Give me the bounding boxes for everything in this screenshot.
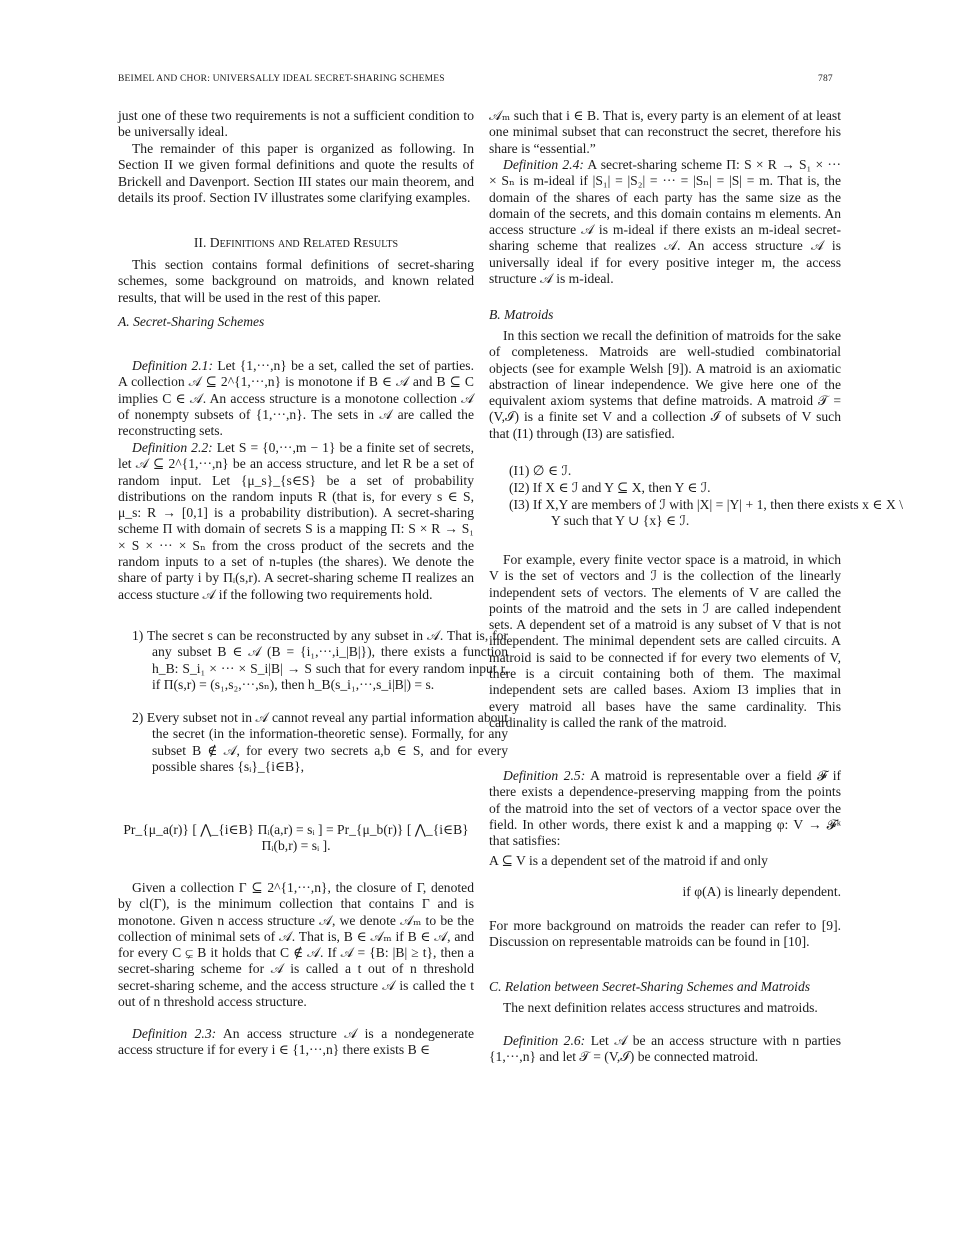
section-heading: II. Definitions and Related Results (193, 235, 399, 250)
definition-label: Definition 2.2: (132, 440, 213, 455)
axiom-i1: (I1) ∅ ∈ ℐ. (509, 463, 572, 478)
paragraph-closure: Given a collection Γ ⊆ 2^{1,···,n}, the closure of Γ, denoted by cl(Γ), is the minimum collection that contains Γ and is monotone. Given n access structure 𝒜, we denote 𝒜ₘ to be the collection of minimal sets of 𝒜. That is, B ∈ 𝒜ₘ if B ∈ 𝒜, and for every C ⊊ B it holds that C ∉ 𝒜. If 𝒜 = {B: |B| ≥ t}, then a secret-sharing scheme for 𝒜 is called a t out of n threshold secret-sharing scheme, and the access structure 𝒜 is called the t out of n threshold access structure. (118, 880, 474, 1010)
paragraph-more-background: For more background on matroids the reader can refer to [9]. Discussion on representable matroids can be found in [10]. (489, 918, 841, 950)
equation-rhs: Pr_{μ_b(r)} [ ⋀_{i∈B} Πᵢ(b,r) = sᵢ ]. (261, 822, 469, 854)
definition-text: A matroid is representable over a field 𝓕 if there exists a dependence-preserving mapping from the points of the matroid into the set of vectors of a vector space over the field. In other words, there exist k and a mapping φ: V → 𝓕ᵏ that satisfies: (489, 768, 842, 849)
definition-label: Definition 2.5: (503, 768, 586, 783)
definition-2-3 (118, 1026, 474, 1059)
running-title: BEIMEL AND CHOR: UNIVERSALLY IDEAL SECRET-SHARING SCHEMES (118, 74, 445, 84)
paragraph-section-intro: This section contains formal definitions of secret-sharing schemes, some background on matroids, and known related results, that will be used in the rest of this paper. (118, 257, 474, 305)
subsection-heading-a: A. Secret-Sharing Schemes (118, 314, 265, 329)
definition-2-5 (489, 768, 841, 849)
condition-line-2: if φ(A) is linearly dependent. (682, 884, 841, 899)
subsection-heading-b: B. Matroids (489, 307, 554, 322)
definition-2-2 (118, 440, 474, 603)
privacy-equation (118, 822, 474, 855)
paragraph-next-definition: The next definition relates access structures and matroids. (503, 1000, 818, 1015)
paragraph-continuation-right: 𝒜ₘ such that i ∈ B. That is, every party is an element of at least one minimal subset that can reconstruct the secret, therefore his share is “essential.” (489, 108, 841, 156)
condition-line-1: A ⊆ V is a dependent set of the matroid if and only (489, 853, 768, 868)
definition-text: Let S = {0,···,m − 1} be a finite set of secrets, let 𝒜 ⊆ 2^{1,···,n} be an access structure, and let R be a set of random input. Let {μ_s}_{s∈S} be a set of probability distributions on the random inputs R (that is, for every s ∈ S, μ_s: R → [0,1] is a probability distribution). A secret-sharing scheme Π with domain of secrets S is a mapping Π: S × R → S₁ × S × ··· × Sₙ from the cross product of the secrets and the random inputs to a set of n-tuples (the shares). We denote the share of party i by Πᵢ(s,r). A secret-sharing scheme Π realizes an access stucture 𝒜 if the following two requirements hold. (118, 440, 475, 602)
subsection-heading-c: C. Relation between Secret-Sharing Schemes and Matroids (489, 979, 811, 994)
definition-2-1 (118, 358, 474, 439)
axiom-i2: (I2) If X ∈ ℐ and Y ⊆ X, then Y ∈ ℐ. (509, 480, 711, 495)
definition-text: A secret-sharing scheme Π: S × R → S₁ × ··· × Sₙ is m-ideal if |S₁| = |S₂| = ··· = |Sₙ| = |S| = m. That is, the domain of the shares of each party has the same size as the domain of the secrets, and this domain contains m elements. An access structure 𝒜 is m-ideal if there exists an m-ideal secret-sharing scheme that realizes 𝒜. An access structure 𝒜 is universally ideal if for every positive integer m, the access structure 𝒜 is m-ideal. (489, 157, 842, 287)
definition-label: Definition 2.4: (503, 157, 584, 172)
definition-text: Let 𝒜 be an access structure with n parties {1,···,n} and let 𝒯 = (V,ℐ) be connected matroid. (489, 1033, 841, 1065)
definition-text: An access structure 𝒜 is a nondegenerate access structure if for every i ∈ {1,···,n} there exists B ∈ (118, 1026, 475, 1058)
definition-label: Definition 2.1: (132, 358, 213, 373)
requirement-1: 1) The secret s can be reconstructed by any subset in 𝒜. That is, for any subset B ∈ 𝒜 (B = {i₁,···,i_|B|}), there exists a function h_B: S_i₁ × ··· × S_i|B| → S such that for every random input r, if Π(s,r) = (s₁,s₂,···,sₙ), then h_B(s_i₁,···,s_i|B|) = s. (132, 628, 508, 692)
paragraph-continuation: just one of these two requirements is not a sufficient condition to be universally ideal. (118, 108, 474, 140)
equation-equals: = (325, 822, 334, 837)
definition-label: Definition 2.6: (503, 1033, 586, 1048)
paragraph-example: For example, every finite vector space is a matroid, in which V is the set of vectors and ℐ is the collection of the linearly independent sets of vectors. The elements of V are called the points of the matroid and the sets in ℐ are called independent sets. A dependent set of a matroid is any subset of V that is not independent. The minimal dependent sets are called circuits. A matroid is said to be connected if for every two elements of V, there is a circuit containing both of them. The maximal independent sets are called bases. Axiom I3 implies that in every matroid all bases have the same cardinality. This cardinality is called the rank of the matroid. (489, 552, 841, 730)
definition-2-6 (489, 1033, 841, 1066)
axiom-i3: (I3) If X,Y are members of ℐ with |X| = |Y| + 1, then there exists x ∈ X \ Y such that Y ∪ {x} ∈ ℐ. (509, 497, 903, 529)
paragraph-remainder: The remainder of this paper is organized as following. In Section II we given formal definitions and quote the results of Brickell and Davenport. Section III states our main theorem, and details its proof. Section IV illustrates some clarifying examples. (118, 141, 474, 205)
equation-lhs: Pr_{μ_a(r)} [ ⋀_{i∈B} Πᵢ(a,r) = sᵢ ] (123, 822, 323, 837)
requirement-2: 2) Every subset not in 𝒜 cannot reveal any partial information about the secret (in the information-theoretic sense). Formally, for any subset B ∉ 𝒜, for every two secrets a,b ∈ S, and for every possible shares {sᵢ}_{i∈B}, (132, 710, 508, 774)
definition-2-4 (489, 157, 841, 287)
definition-label: Definition 2.3: (132, 1026, 217, 1041)
definition-text: Let {1,···,n} be a set, called the set of parties. A collection 𝒜 ⊆ 2^{1,···,n} is monotone if B ∈ 𝒜 and B ⊆ C implies C ∈ 𝒜. An access structure is a monotone collection 𝒜 of nonempty subsets of {1,···,n}. The sets in 𝒜 are called the reconstructing sets. (118, 358, 474, 439)
page-number: 787 (818, 74, 833, 84)
paragraph-matroids: In this section we recall the definition of matroids for the sake of completeness. Matroids are well-studied combinatorial objects (see for example Welsh [9]). A matroid is an axiomatic abstraction of linear independence. We give here one of the equivalent axiom systems that define matroids. A matroid 𝒯 = (V,ℐ) is a finite set V and a collection ℐ of subsets of V such that (I1) through (I3) are satisfied. (489, 328, 841, 441)
